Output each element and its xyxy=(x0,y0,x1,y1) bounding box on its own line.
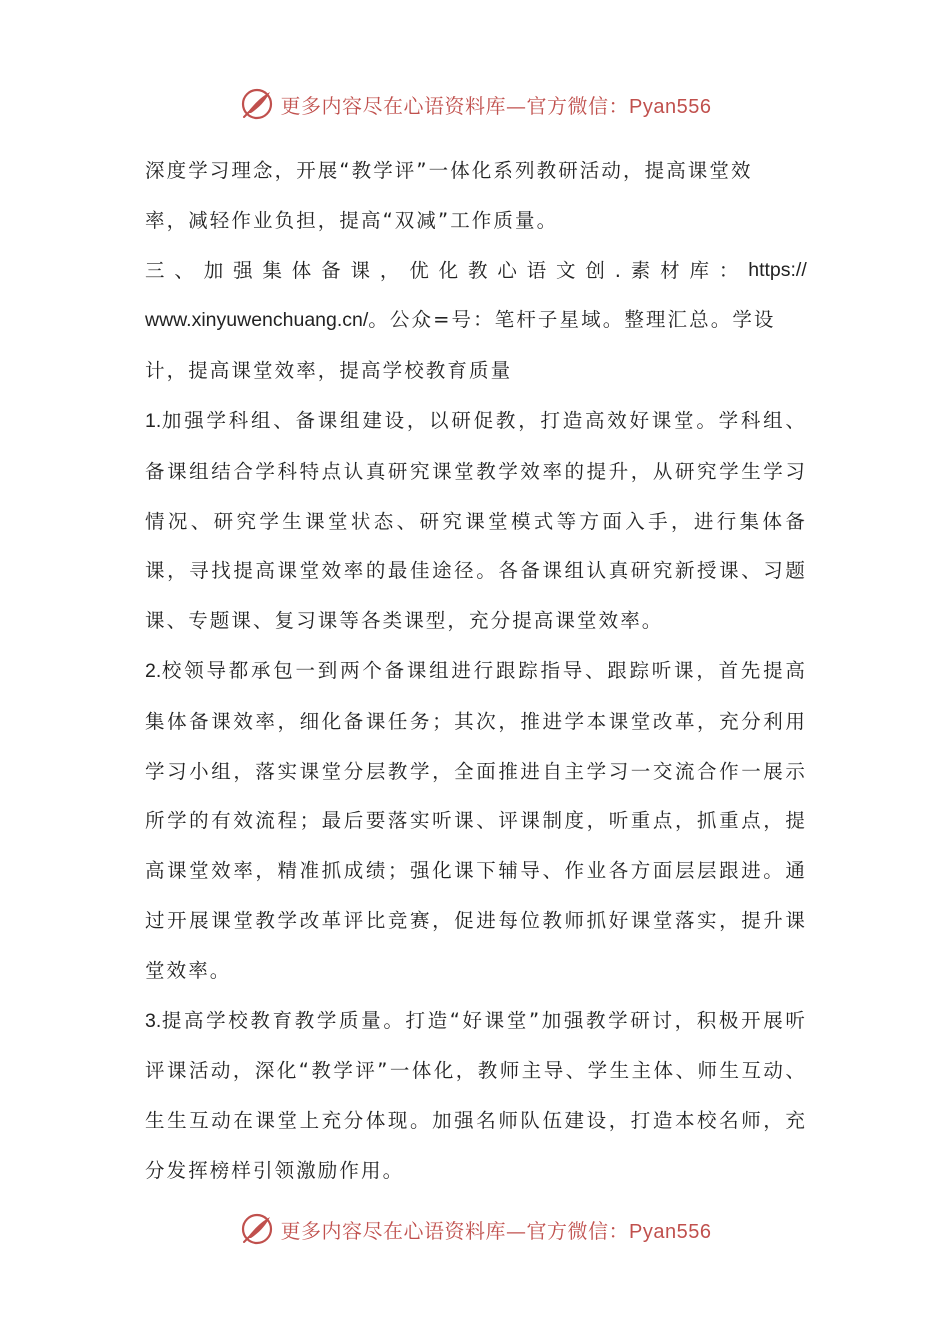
heading-char: 语 xyxy=(526,258,547,282)
heading-char: 强 xyxy=(233,258,253,282)
list-item-2-text: 校领导都承包一到两个备课组进行跟踪指导、跟踪听课，首先提高集体备课效率，细化备课任务；其次，推进学本课堂改革，充分利用学习小组，落实课堂分层教学，全面推进自主学习一交流合作一展示所学的有效流程；最后要落实听课、评课制度，听重点，抓重点，提高课堂效率，精准抓成绩；强化课下辅导、作业各方面层层跟进。通过开展课堂教学改革评比竞赛，促进每位教师抓好课堂落实，提升课堂效率。 xyxy=(145,658,807,982)
heading-char: 课 xyxy=(350,258,371,282)
heading-char: 心 xyxy=(497,258,517,282)
heading-char: 集 xyxy=(262,258,282,282)
heading-char: 文 xyxy=(556,258,576,282)
heading-char: 创 xyxy=(585,258,605,282)
heading-char: 备 xyxy=(321,258,341,282)
banner-slogan: 更多内容尽在心语资料库—官方微信： xyxy=(280,1218,630,1243)
paragraph-1 xyxy=(145,146,807,246)
heading-char: 三 xyxy=(145,258,165,282)
banner-text xyxy=(281,1215,712,1244)
heading-char: . xyxy=(614,258,621,282)
heading-char: 体 xyxy=(291,258,312,282)
list-item-1-number: 1. xyxy=(145,409,162,432)
heading-char: 加 xyxy=(203,258,224,282)
paragraph-1-line-1: 深度学习理念，开展“教学评”一体化系列教研活动，提高课堂效 xyxy=(145,159,753,182)
section-heading-3 xyxy=(145,246,807,296)
list-item-2 xyxy=(145,646,807,996)
list-item-3-number: 3. xyxy=(145,1009,162,1032)
heading-char: 、 xyxy=(174,258,194,282)
website-url: www.xinyuwenchuang.cn/ xyxy=(145,309,369,332)
paragraph-1-line-2: 率，减轻作业负担，提高“双减”工作质量。 xyxy=(145,208,559,232)
heading-char: 素 xyxy=(630,258,651,282)
heading-char: 优 xyxy=(409,258,429,282)
heading-line-2-text: 。公众=号：笔杆子星域。整理汇总。学设 xyxy=(368,308,776,332)
list-item-3 xyxy=(145,996,807,1196)
heading-char: 教 xyxy=(467,258,488,282)
header-watermark-banner xyxy=(0,84,950,124)
heading-char: 库 xyxy=(689,258,710,282)
heading-char: 化 xyxy=(438,258,459,282)
footer-watermark-banner xyxy=(0,1209,950,1249)
heading-url-start: https:// xyxy=(748,258,807,281)
banner-text xyxy=(281,90,712,119)
list-item-1-text: 加强学科组、备课组建设，以研促教，打造高效好课堂。学科组、备课组结合学科特点认真研究课堂教学效率的提升，从研究学生学习情况、研究学生课堂状态、研究课堂模式等方面入手，进行集体备课，寻找提高课堂效率的最佳途径。各备课组认真研究新授课、习题课、专题课、复习课等各类课型，充分提高课堂效率。 xyxy=(145,408,807,633)
list-item-2-number: 2. xyxy=(145,659,162,682)
banner-slogan: 更多内容尽在心语资料库—官方微信： xyxy=(280,93,630,118)
banner-wechat-id: Pyan556 xyxy=(629,1220,712,1243)
section-heading-3-continued xyxy=(145,295,807,396)
heading-char: ， xyxy=(379,258,400,282)
list-item-1 xyxy=(145,396,807,646)
heading-char: ： xyxy=(718,258,739,282)
heading-line-3-text: 计，提高课堂效率，提高学校教育质量 xyxy=(145,359,513,383)
quill-logo-icon xyxy=(239,1211,275,1247)
document-body xyxy=(145,146,807,1196)
banner-wechat-id: Pyan556 xyxy=(629,95,712,118)
heading-char: 材 xyxy=(660,258,680,282)
quill-logo-icon xyxy=(239,86,275,122)
list-item-3-text: 提高学校教育教学质量。打造“好课堂”加强教学研讨，积极开展听评课活动，深化“教学评”一体化，教师主导、学生主体、师生互动、生生互动在课堂上充分体现。加强名师队伍建设，打造本校名师，充分发挥榜样引领激励作用。 xyxy=(145,1008,807,1182)
